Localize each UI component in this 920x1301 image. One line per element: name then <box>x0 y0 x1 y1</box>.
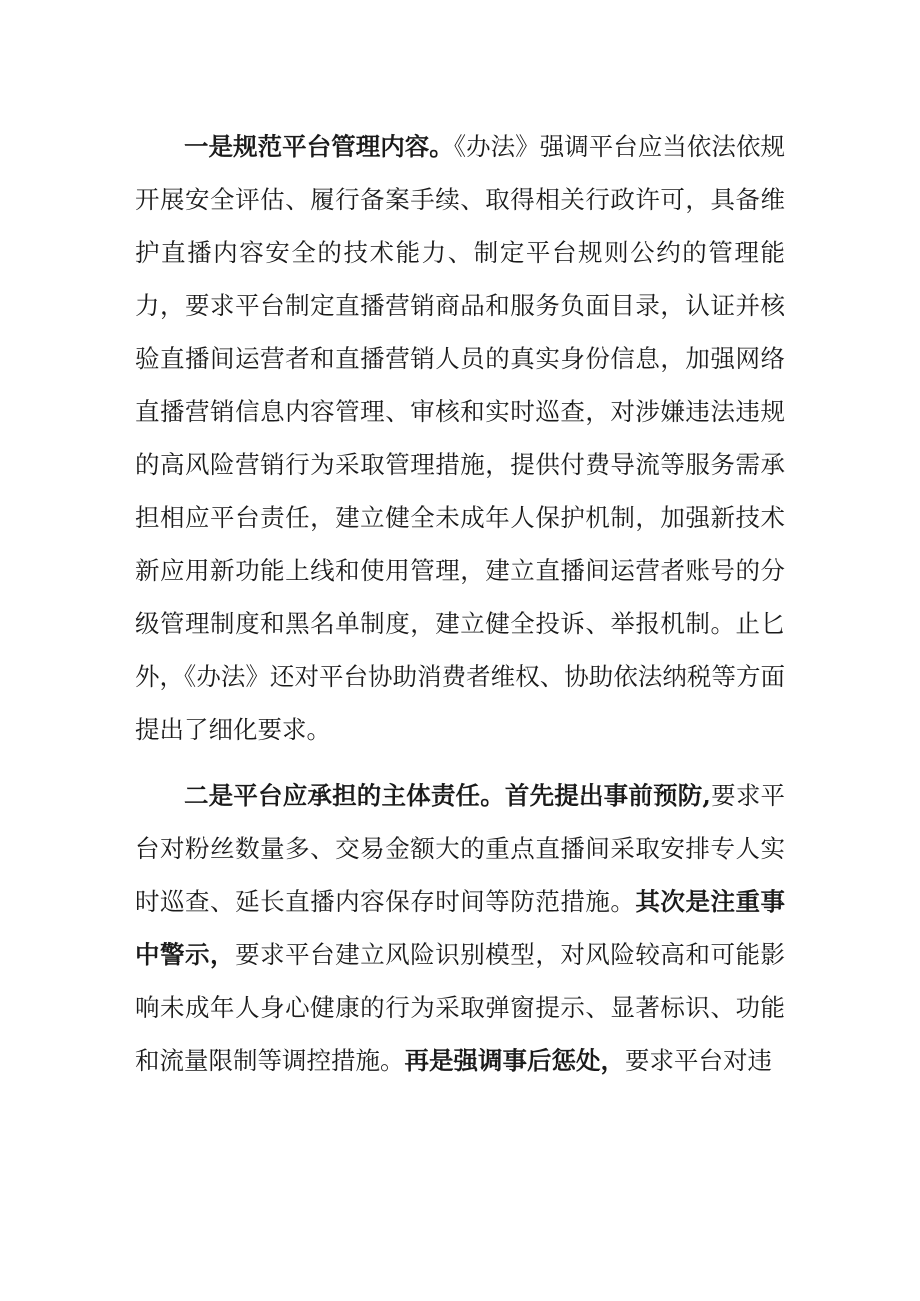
document-page <box>135 120 785 1087</box>
paragraph-platform-management <box>135 120 785 756</box>
paragraph-2-heading: 二是平台应承担的主体责任。 <box>184 781 505 810</box>
paragraph-2-subheading-warning: 其次是注重事中警示， <box>135 887 786 969</box>
paragraph-2-body-warning: 要求平台建立风险识别模型，对风险较高和可能影响未成年人身心健康的行为采取弹窗提示、显著标识、功能和流量限制等调控措施。 <box>135 940 786 1075</box>
paragraph-2-subheading-prevention: 首先提出事前预防, <box>504 781 711 810</box>
paragraph-1-heading: 一是规范平台管理内容。 <box>184 132 454 161</box>
paragraph-1-body: 《办法》强调平台应当依法依规开展安全评估、履行备案手续、取得相关行政许可，具备维护直播内容安全的技术能力、制定平台规则公约的管理能力，要求平台制定直播营销商品和服务负面目录，认证并核验直播间运营者和直播营销人员的真实身份信息，加强网络直播营销信息内容管理、审核和实时巡查，对涉嫌违法违规的高风险营销行为采取管理措施，提供付费导流等服务需承担相应平台责任，建立健全未成年人保护机制，加强新技术新应用新功能上线和使用管理，建立直播间运营者账号的分级管理制度和黑名单制度，建立健全投诉、举报机制。止匕外，《办法》还对平台协助消费者维权、协助依法纳税等方面提出了细化要求。 <box>135 132 785 744</box>
paragraph-2-body-punishment: 要求平台对违 <box>625 1046 772 1075</box>
paragraph-2-body-prevention: 要求平台对粉丝数量多、交易金额大的重点直播间采取安排专人实时巡查、延长直播内容保存时间等防范措施。 <box>135 781 786 916</box>
paragraph-platform-responsibility <box>135 769 785 1087</box>
paragraph-2-subheading-punishment: 再是强调事后惩处， <box>404 1046 625 1075</box>
